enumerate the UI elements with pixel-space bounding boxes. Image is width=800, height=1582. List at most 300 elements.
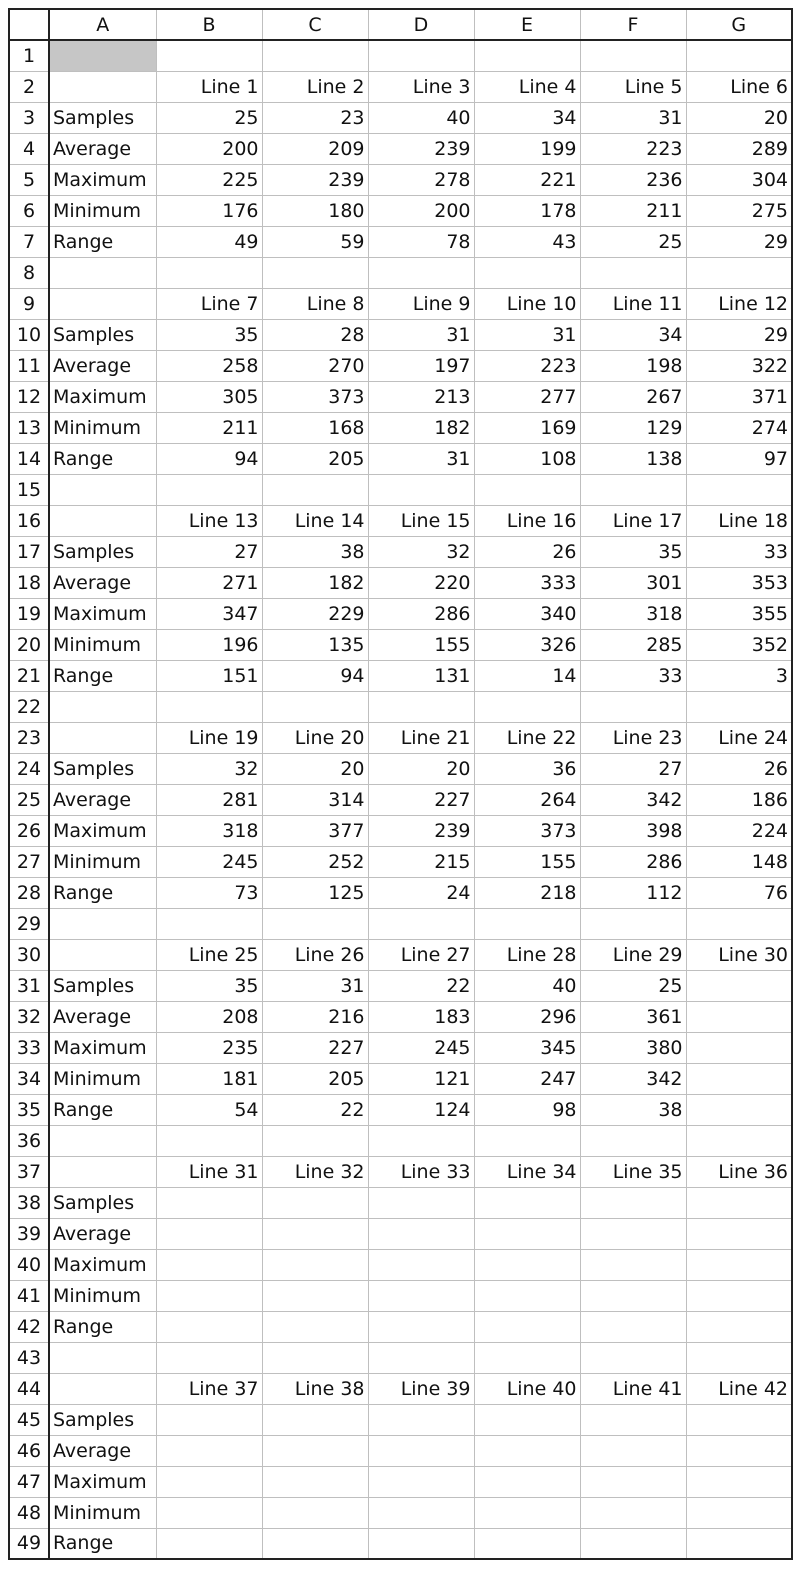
cell[interactable]: 59	[262, 226, 368, 257]
cell[interactable]	[262, 1404, 368, 1435]
cell[interactable]: 227	[262, 1032, 368, 1063]
cell[interactable]	[156, 1404, 262, 1435]
cell[interactable]: Line 9	[368, 288, 474, 319]
cell[interactable]: 168	[262, 412, 368, 443]
cell[interactable]: 326	[474, 629, 580, 660]
cell[interactable]	[474, 1528, 580, 1559]
cell[interactable]: Line 33	[368, 1156, 474, 1187]
cell[interactable]: Line 35	[580, 1156, 686, 1187]
cell[interactable]	[474, 691, 580, 722]
row-header[interactable]: 11	[9, 350, 49, 381]
cell[interactable]	[49, 1342, 156, 1373]
cell[interactable]: 296	[474, 1001, 580, 1032]
cell[interactable]: 318	[156, 815, 262, 846]
cell[interactable]: 27	[580, 753, 686, 784]
cell[interactable]: 239	[368, 133, 474, 164]
cell[interactable]: 342	[580, 784, 686, 815]
column-header-f[interactable]: F	[580, 9, 686, 40]
row-header[interactable]: 40	[9, 1249, 49, 1280]
cell[interactable]: 20	[262, 753, 368, 784]
row-header[interactable]: 20	[9, 629, 49, 660]
row-header[interactable]: 15	[9, 474, 49, 505]
cell[interactable]: 235	[156, 1032, 262, 1063]
cell[interactable]	[262, 1218, 368, 1249]
cell[interactable]: 34	[580, 319, 686, 350]
cell[interactable]: 229	[262, 598, 368, 629]
cell[interactable]	[368, 257, 474, 288]
cell[interactable]: Samples	[49, 102, 156, 133]
cell[interactable]: 112	[580, 877, 686, 908]
cell[interactable]	[686, 1435, 792, 1466]
row-header[interactable]: 39	[9, 1218, 49, 1249]
cell[interactable]: 135	[262, 629, 368, 660]
cell[interactable]: 264	[474, 784, 580, 815]
cell[interactable]: Samples	[49, 1404, 156, 1435]
row-header[interactable]: 23	[9, 722, 49, 753]
cell[interactable]: Line 2	[262, 71, 368, 102]
cell[interactable]: 271	[156, 567, 262, 598]
row-header[interactable]: 16	[9, 505, 49, 536]
cell[interactable]: 31	[262, 970, 368, 1001]
cell[interactable]: 221	[474, 164, 580, 195]
cell[interactable]: 352	[686, 629, 792, 660]
cell[interactable]: Samples	[49, 1187, 156, 1218]
row-header[interactable]: 42	[9, 1311, 49, 1342]
cell[interactable]	[262, 257, 368, 288]
cell[interactable]: 301	[580, 567, 686, 598]
cell[interactable]	[686, 1063, 792, 1094]
cell[interactable]: 54	[156, 1094, 262, 1125]
cell[interactable]	[156, 1125, 262, 1156]
cell[interactable]: Samples	[49, 319, 156, 350]
cell[interactable]: 196	[156, 629, 262, 660]
row-header[interactable]: 8	[9, 257, 49, 288]
cell[interactable]: 211	[156, 412, 262, 443]
cell[interactable]: Minimum	[49, 846, 156, 877]
cell[interactable]: 182	[368, 412, 474, 443]
row-header[interactable]: 43	[9, 1342, 49, 1373]
row-header[interactable]: 26	[9, 815, 49, 846]
cell[interactable]: 322	[686, 350, 792, 381]
cell[interactable]: Line 31	[156, 1156, 262, 1187]
cell[interactable]	[580, 1187, 686, 1218]
cell[interactable]	[49, 908, 156, 939]
cell[interactable]	[368, 1497, 474, 1528]
cell[interactable]: Line 28	[474, 939, 580, 970]
cell[interactable]: 38	[580, 1094, 686, 1125]
cell[interactable]: 200	[156, 133, 262, 164]
cell[interactable]	[580, 257, 686, 288]
cell[interactable]	[156, 908, 262, 939]
cell[interactable]	[474, 40, 580, 71]
cell[interactable]	[580, 1280, 686, 1311]
cell[interactable]	[156, 1249, 262, 1280]
cell[interactable]: 43	[474, 226, 580, 257]
cell[interactable]: 131	[368, 660, 474, 691]
cell[interactable]	[686, 1342, 792, 1373]
cell[interactable]: Range	[49, 443, 156, 474]
row-header[interactable]: 34	[9, 1063, 49, 1094]
cell[interactable]: 31	[580, 102, 686, 133]
cell[interactable]: Average	[49, 567, 156, 598]
cell[interactable]: Line 12	[686, 288, 792, 319]
cell[interactable]	[686, 691, 792, 722]
row-header[interactable]: 41	[9, 1280, 49, 1311]
cell[interactable]	[474, 257, 580, 288]
cell[interactable]	[474, 908, 580, 939]
cell[interactable]: Line 4	[474, 71, 580, 102]
cell[interactable]: Minimum	[49, 1497, 156, 1528]
cell[interactable]: 211	[580, 195, 686, 226]
cell[interactable]: 361	[580, 1001, 686, 1032]
cell[interactable]: Line 32	[262, 1156, 368, 1187]
row-header[interactable]: 28	[9, 877, 49, 908]
cell[interactable]: Range	[49, 660, 156, 691]
cell[interactable]	[262, 1497, 368, 1528]
cell[interactable]: 94	[156, 443, 262, 474]
cell[interactable]	[686, 1001, 792, 1032]
cell[interactable]: 398	[580, 815, 686, 846]
cell[interactable]: 209	[262, 133, 368, 164]
cell[interactable]	[686, 1125, 792, 1156]
cell[interactable]: Line 3	[368, 71, 474, 102]
cell[interactable]: 215	[368, 846, 474, 877]
cell[interactable]	[580, 1342, 686, 1373]
cell[interactable]: 247	[474, 1063, 580, 1094]
cell[interactable]: 40	[368, 102, 474, 133]
cell[interactable]: Line 37	[156, 1373, 262, 1404]
row-header[interactable]: 45	[9, 1404, 49, 1435]
cell[interactable]: Average	[49, 1435, 156, 1466]
cell[interactable]: 108	[474, 443, 580, 474]
cell[interactable]	[49, 505, 156, 536]
row-header[interactable]: 38	[9, 1187, 49, 1218]
cell[interactable]	[262, 40, 368, 71]
cell[interactable]: Line 17	[580, 505, 686, 536]
cell[interactable]: 32	[156, 753, 262, 784]
cell[interactable]: 205	[262, 1063, 368, 1094]
cell[interactable]: 199	[474, 133, 580, 164]
cell[interactable]: 347	[156, 598, 262, 629]
row-header[interactable]: 32	[9, 1001, 49, 1032]
cell[interactable]	[262, 1342, 368, 1373]
cell[interactable]	[580, 691, 686, 722]
cell[interactable]: 20	[368, 753, 474, 784]
cell[interactable]	[474, 1187, 580, 1218]
cell[interactable]	[368, 40, 474, 71]
row-header[interactable]: 25	[9, 784, 49, 815]
column-header-b[interactable]: B	[156, 9, 262, 40]
cell[interactable]: 33	[580, 660, 686, 691]
cell[interactable]: Maximum	[49, 598, 156, 629]
cell[interactable]: Maximum	[49, 1032, 156, 1063]
row-header[interactable]: 47	[9, 1466, 49, 1497]
cell[interactable]: 353	[686, 567, 792, 598]
cell[interactable]: Line 30	[686, 939, 792, 970]
cell[interactable]	[156, 1311, 262, 1342]
cell[interactable]: Line 5	[580, 71, 686, 102]
cell[interactable]	[368, 1466, 474, 1497]
cell[interactable]: Samples	[49, 536, 156, 567]
row-header[interactable]: 35	[9, 1094, 49, 1125]
cell[interactable]: Line 29	[580, 939, 686, 970]
cell[interactable]	[156, 474, 262, 505]
cell[interactable]	[474, 1466, 580, 1497]
cell[interactable]	[262, 1311, 368, 1342]
cell[interactable]: 3	[686, 660, 792, 691]
cell[interactable]: 236	[580, 164, 686, 195]
cell[interactable]	[49, 691, 156, 722]
cell[interactable]	[368, 1280, 474, 1311]
column-header-a[interactable]: A	[49, 9, 156, 40]
cell[interactable]: 239	[262, 164, 368, 195]
cell[interactable]: 286	[368, 598, 474, 629]
cell[interactable]: 26	[686, 753, 792, 784]
cell[interactable]	[474, 1342, 580, 1373]
cell[interactable]	[474, 1280, 580, 1311]
cell[interactable]: Line 25	[156, 939, 262, 970]
cell[interactable]	[49, 288, 156, 319]
cell[interactable]: Line 23	[580, 722, 686, 753]
cell[interactable]: Line 22	[474, 722, 580, 753]
cell[interactable]	[580, 1435, 686, 1466]
cell[interactable]	[686, 474, 792, 505]
cell[interactable]: Line 15	[368, 505, 474, 536]
cell[interactable]: 125	[262, 877, 368, 908]
cell[interactable]	[49, 40, 156, 71]
cell[interactable]: 129	[580, 412, 686, 443]
cell[interactable]: 176	[156, 195, 262, 226]
cell[interactable]: 277	[474, 381, 580, 412]
row-header[interactable]: 19	[9, 598, 49, 629]
row-header[interactable]: 46	[9, 1435, 49, 1466]
cell[interactable]: 208	[156, 1001, 262, 1032]
cell[interactable]: Line 42	[686, 1373, 792, 1404]
cell[interactable]: Range	[49, 226, 156, 257]
row-header[interactable]: 18	[9, 567, 49, 598]
cell[interactable]	[262, 1249, 368, 1280]
cell[interactable]: Line 38	[262, 1373, 368, 1404]
cell[interactable]: Line 18	[686, 505, 792, 536]
cell[interactable]	[262, 474, 368, 505]
cell[interactable]: 14	[474, 660, 580, 691]
cell[interactable]: 377	[262, 815, 368, 846]
row-header[interactable]: 31	[9, 970, 49, 1001]
cell[interactable]: 124	[368, 1094, 474, 1125]
cell[interactable]: 200	[368, 195, 474, 226]
cell[interactable]: Range	[49, 1528, 156, 1559]
cell[interactable]	[156, 1342, 262, 1373]
cell[interactable]	[686, 1528, 792, 1559]
cell[interactable]	[262, 1187, 368, 1218]
cell[interactable]: 155	[474, 846, 580, 877]
cell[interactable]: Minimum	[49, 195, 156, 226]
cell[interactable]	[474, 1497, 580, 1528]
cell[interactable]: 216	[262, 1001, 368, 1032]
cell[interactable]: 182	[262, 567, 368, 598]
cell[interactable]: 23	[262, 102, 368, 133]
cell[interactable]: 151	[156, 660, 262, 691]
cell[interactable]: Minimum	[49, 629, 156, 660]
cell[interactable]	[474, 1404, 580, 1435]
cell[interactable]: 252	[262, 846, 368, 877]
cell[interactable]: 22	[368, 970, 474, 1001]
cell[interactable]: 245	[156, 846, 262, 877]
cell[interactable]: 380	[580, 1032, 686, 1063]
cell[interactable]	[686, 1466, 792, 1497]
cell[interactable]: Line 19	[156, 722, 262, 753]
row-header[interactable]: 29	[9, 908, 49, 939]
cell[interactable]	[368, 1249, 474, 1280]
cell[interactable]: 205	[262, 443, 368, 474]
cell[interactable]: 371	[686, 381, 792, 412]
cell[interactable]: Maximum	[49, 815, 156, 846]
cell[interactable]: Average	[49, 133, 156, 164]
row-header[interactable]: 33	[9, 1032, 49, 1063]
cell[interactable]	[474, 1311, 580, 1342]
cell[interactable]: 289	[686, 133, 792, 164]
row-header[interactable]: 5	[9, 164, 49, 195]
cell[interactable]	[156, 1187, 262, 1218]
cell[interactable]: Line 40	[474, 1373, 580, 1404]
cell[interactable]: 33	[686, 536, 792, 567]
cell[interactable]	[686, 1218, 792, 1249]
cell[interactable]: 213	[368, 381, 474, 412]
cell[interactable]: 225	[156, 164, 262, 195]
cell[interactable]: 148	[686, 846, 792, 877]
cell[interactable]	[686, 1249, 792, 1280]
cell[interactable]: Line 11	[580, 288, 686, 319]
cell[interactable]: 49	[156, 226, 262, 257]
row-header[interactable]: 3	[9, 102, 49, 133]
cell[interactable]	[686, 40, 792, 71]
cell[interactable]: 285	[580, 629, 686, 660]
cell[interactable]: Line 6	[686, 71, 792, 102]
cell[interactable]	[156, 1466, 262, 1497]
column-header-e[interactable]: E	[474, 9, 580, 40]
cell[interactable]: 97	[686, 443, 792, 474]
cell[interactable]: 224	[686, 815, 792, 846]
cell[interactable]: 73	[156, 877, 262, 908]
cell[interactable]: 198	[580, 350, 686, 381]
cell[interactable]: Minimum	[49, 1280, 156, 1311]
cell[interactable]: 28	[262, 319, 368, 350]
cell[interactable]	[368, 1404, 474, 1435]
cell[interactable]: 355	[686, 598, 792, 629]
cell[interactable]: Line 34	[474, 1156, 580, 1187]
cell[interactable]: Maximum	[49, 1466, 156, 1497]
cell[interactable]	[368, 1311, 474, 1342]
cell[interactable]	[49, 722, 156, 753]
cell[interactable]	[368, 691, 474, 722]
cell[interactable]: 227	[368, 784, 474, 815]
cell[interactable]	[368, 1125, 474, 1156]
cell[interactable]: 223	[474, 350, 580, 381]
cell[interactable]: Line 24	[686, 722, 792, 753]
cell[interactable]: 275	[686, 195, 792, 226]
cell[interactable]: Line 10	[474, 288, 580, 319]
cell[interactable]: 278	[368, 164, 474, 195]
cell[interactable]	[580, 1466, 686, 1497]
cell[interactable]	[686, 1280, 792, 1311]
cell[interactable]: Range	[49, 1311, 156, 1342]
cell[interactable]: 318	[580, 598, 686, 629]
cell[interactable]	[368, 474, 474, 505]
cell[interactable]: 36	[474, 753, 580, 784]
cell[interactable]: 258	[156, 350, 262, 381]
cell[interactable]	[262, 1528, 368, 1559]
cell[interactable]: 314	[262, 784, 368, 815]
cell[interactable]	[474, 1249, 580, 1280]
cell[interactable]: 178	[474, 195, 580, 226]
cell[interactable]	[686, 970, 792, 1001]
cell[interactable]: 34	[474, 102, 580, 133]
cell[interactable]: 267	[580, 381, 686, 412]
cell[interactable]	[156, 40, 262, 71]
cell[interactable]	[580, 1311, 686, 1342]
cell[interactable]: 186	[686, 784, 792, 815]
cell[interactable]	[580, 1528, 686, 1559]
cell[interactable]	[262, 691, 368, 722]
cell[interactable]: 25	[156, 102, 262, 133]
cell[interactable]	[686, 1094, 792, 1125]
cell[interactable]: 22	[262, 1094, 368, 1125]
cell[interactable]: 169	[474, 412, 580, 443]
cell[interactable]	[474, 1125, 580, 1156]
row-header[interactable]: 49	[9, 1528, 49, 1559]
row-header[interactable]: 13	[9, 412, 49, 443]
cell[interactable]: 98	[474, 1094, 580, 1125]
cell[interactable]: Average	[49, 350, 156, 381]
row-header[interactable]: 4	[9, 133, 49, 164]
cell[interactable]	[49, 1156, 156, 1187]
cell[interactable]: 31	[368, 443, 474, 474]
cell[interactable]: Line 39	[368, 1373, 474, 1404]
cell[interactable]	[580, 1125, 686, 1156]
cell[interactable]: 31	[474, 319, 580, 350]
column-header-d[interactable]: D	[368, 9, 474, 40]
cell[interactable]	[580, 1497, 686, 1528]
row-header[interactable]: 17	[9, 536, 49, 567]
cell[interactable]: Range	[49, 877, 156, 908]
cell[interactable]	[262, 1435, 368, 1466]
cell[interactable]	[156, 691, 262, 722]
cell[interactable]: 29	[686, 226, 792, 257]
cell[interactable]	[686, 257, 792, 288]
cell[interactable]: 35	[156, 970, 262, 1001]
cell[interactable]: 274	[686, 412, 792, 443]
cell[interactable]: Line 26	[262, 939, 368, 970]
cell[interactable]: Average	[49, 1001, 156, 1032]
cell[interactable]: 333	[474, 567, 580, 598]
cell[interactable]: 286	[580, 846, 686, 877]
cell[interactable]	[474, 1435, 580, 1466]
row-header[interactable]: 30	[9, 939, 49, 970]
cell[interactable]: Line 1	[156, 71, 262, 102]
row-header[interactable]: 1	[9, 40, 49, 71]
column-header-g[interactable]: G	[686, 9, 792, 40]
cell[interactable]	[368, 1187, 474, 1218]
cell[interactable]: Maximum	[49, 1249, 156, 1280]
cell[interactable]: 35	[580, 536, 686, 567]
cell[interactable]	[156, 1280, 262, 1311]
cell[interactable]: Line 27	[368, 939, 474, 970]
row-header[interactable]: 24	[9, 753, 49, 784]
row-header[interactable]: 36	[9, 1125, 49, 1156]
cell[interactable]	[686, 1404, 792, 1435]
cell[interactable]: 20	[686, 102, 792, 133]
cell[interactable]: Line 20	[262, 722, 368, 753]
